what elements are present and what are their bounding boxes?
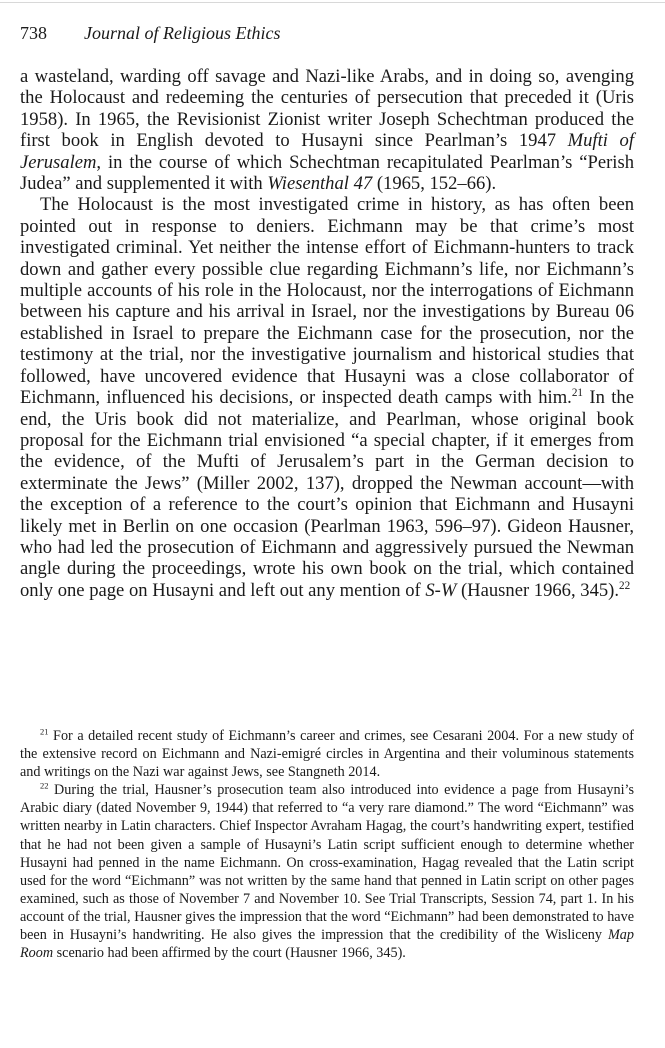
paragraph-1	[20, 66, 634, 194]
footnote-21-number: 21	[40, 726, 49, 737]
page-number: 738	[20, 23, 47, 43]
paragraph-1-text-2: , in the course of which Schechtman recapitulated Pearlman’s “Perish Judea” and supplemented it with	[20, 151, 634, 195]
paragraph-2-text-2: In the end, the Uris book did not materialize, and Pearlman, whose original book proposal for the Eichmann trial envisioned “a special chapter, if it emerges from the evidence, of the Mufti of Jerusalem’s part in the German decision to exterminate the Jews” (Miller 2002, 137), dropped the Newman account—with the exception of a reference to the court’s opinion that Eichmann and Husayni likely met in Berlin on one occasion (Pearlman 1963, 596–97). Gideon Hausner, who had led the prosecution of Eichmann and aggressively pursued the Newman angle during the proceedings, wrote his own book on the trial, which contained only one page on Husayni and left out any mention of	[20, 387, 634, 601]
running-head	[20, 20, 280, 46]
book-title-mufti-of-jerusalem: Mufti of Jerusalem	[20, 130, 634, 173]
paragraph-2-text-1: The Holocaust is the most investigated crime in history, as has often been pointed out in response to deniers. Eichmann may be that crime’s most investigated criminal. Yet neither the intense effort of Eichmann-hunters to track down and gather every possible clue regarding Eichmann’s life, nor Eichmann’s multiple accounts of his role in the Holocaust, nor the interrogations of Eichmann between his capture and his arrival in Israel, nor the investigations by Bureau 06 established in Israel to prepare the Eichmann case for the prosecution, nor the testimony at the trial, nor the investigative journalism and historical studies that followed, have uncovered evidence that Husayni was a close collaborator of Eichmann, influenced his decisions, or inspected death camps with him.	[20, 194, 634, 409]
paragraph-1-text-3: (1965, 152–66).	[372, 173, 497, 195]
paragraph-2	[20, 194, 634, 601]
footnotes	[20, 727, 634, 962]
journal-title: Journal of Religious Ethics	[84, 23, 281, 43]
footnote-22-map-room: Map Room	[20, 927, 634, 962]
paragraph-2-text-3: (Hausner 1966, 345).	[456, 579, 620, 601]
footnote-21-text: For a detailed recent study of Eichmann’s career and crimes, see Cesarani 2004. For a new study of the extensive record on Eichmann and Nazi-emigré circles in Argentina and their voluminous statements and writings on the Nazi war against Jews, see Stangneth 2014.	[20, 728, 634, 781]
book-title-wiesenthal-47: Wiesenthal 47	[267, 173, 373, 195]
footnote-22	[20, 781, 634, 962]
footnote-ref-21[interactable]: 21	[571, 387, 583, 400]
document-title-s-w: S-W	[425, 579, 457, 601]
footnote-22-number: 22	[40, 781, 49, 791]
top-rule	[0, 2, 665, 3]
footnote-22-text-2: scenario had been affirmed by the court (Hausner 1966, 345).	[53, 945, 406, 962]
footnote-ref-22[interactable]: 22	[619, 579, 631, 592]
body-text	[20, 66, 634, 601]
paragraph-1-text-1: a wasteland, warding off savage and Nazi-like Arabs, and in doing so, avenging the Holocaust and redeeming the centuries of persecution that preceded it (Uris 1958). In 1965, the Revisionist Zionist writer Joseph Schechtman produced the first book in English devoted to Husayni since Pearlman’s 1947	[20, 66, 634, 152]
footnote-22-text-1: During the trial, Hausner’s prosecution team also introduced into evidence a page from Husayni’s Arabic diary (dated November 9, 1944) that referred to “a very rare diamond.” The word “Eichmann” was written nearby in Latin characters. Chief Inspector Avraham Hagag, the court’s handwriting expert, testified that he had not been given a sample of Husayni’s Latin script sufficient enough to determine whether Husayni had penned in the name Eichmann. On cross-examination, Hagag revealed that the Latin script used for the word “Eichmann” was not written by the same hand that penned in Latin script on other pages examined, such as those of November 7 and November 10. See Trial Transcripts, Session 74, part 1. In his account of the trial, Hausner gives the impression that the word “Eichmann” had been demonstrated to have been in Husayni’s handwriting. He also gives the impression that the credibility of the Wisliceny	[20, 782, 634, 944]
footnote-21	[20, 727, 634, 781]
